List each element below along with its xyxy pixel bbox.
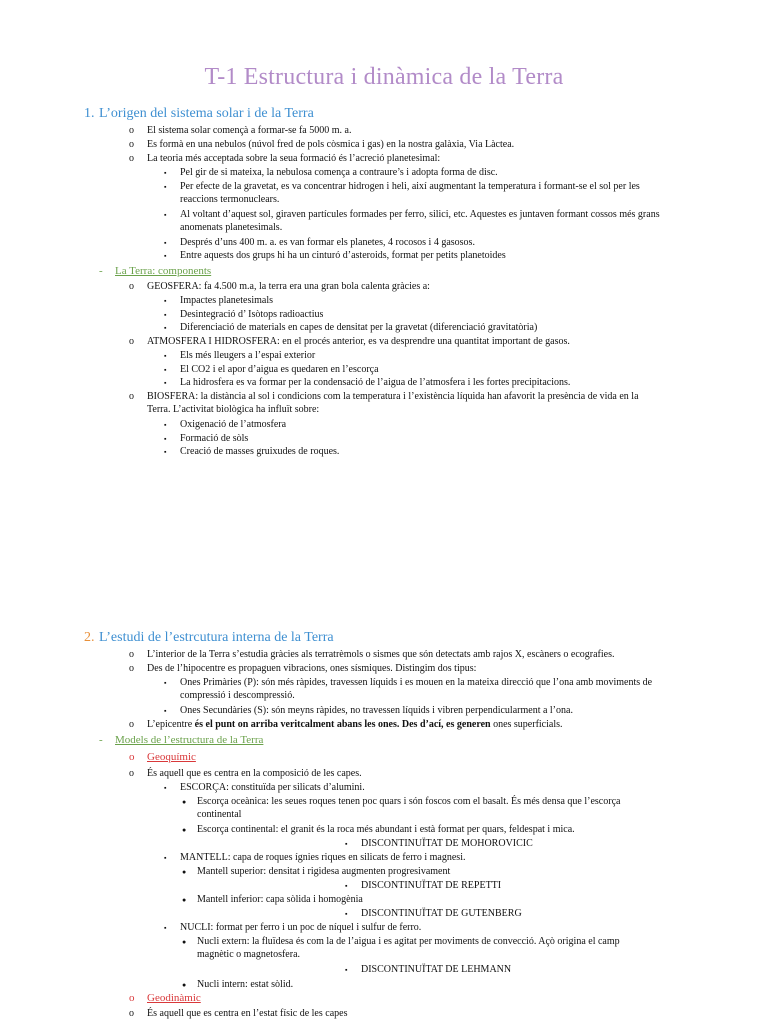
list-item: ATMOSFERA I HIDROSFERA: en el procés anterior, es va desprendre una quantitat important de gasos. bbox=[147, 336, 570, 347]
list-item-continuation: continental bbox=[197, 809, 242, 820]
dot-bullet-icon: ● bbox=[182, 826, 187, 834]
list-item: Diferenciació de materials en capes de densitat per la gravetat (diferenciació gravitatòria) bbox=[180, 322, 538, 333]
list-item: És aquell que es centra en la composició de les capes. bbox=[147, 768, 362, 779]
list-item: Mantell inferior: capa sòlida i homogènia bbox=[197, 894, 363, 905]
dot-bullet-icon: ● bbox=[182, 868, 187, 876]
square-bullet-icon: ▪ bbox=[164, 311, 167, 319]
list-item: BIOSFERA: la distància al sol i condicions com la temperatura i l’existència líquida han afavorit la presència de vida en la bbox=[147, 391, 639, 402]
square-bullet-icon: ▪ bbox=[345, 882, 348, 890]
ring-bullet-icon: o bbox=[129, 153, 134, 164]
list-item: El sistema solar començà a formar-se fa 5000 m. a. bbox=[147, 125, 352, 136]
list-item: Els més lleugers a l’espai exterior bbox=[180, 350, 316, 361]
ring-bullet-icon: o bbox=[129, 751, 135, 763]
list-item: ESCORÇA: constituïda per silicats d’alumini. bbox=[180, 782, 365, 793]
list-item: Nucli intern: estat sòlid. bbox=[197, 979, 294, 990]
list-item: Escorça continental: el granit és la roca més abundant i està format per quars, feldespat i mica. bbox=[197, 824, 575, 835]
square-bullet-icon: ▪ bbox=[164, 854, 167, 862]
dot-bullet-icon: ● bbox=[182, 896, 187, 904]
square-bullet-icon: ▪ bbox=[164, 679, 167, 687]
model-heading-geodinamic: Geodinàmic bbox=[147, 992, 201, 1004]
ring-bullet-icon: o bbox=[129, 1008, 134, 1019]
ring-bullet-icon: o bbox=[129, 281, 134, 292]
discontinuity-label: DISCONTINUÏTAT DE LEHMANN bbox=[361, 964, 512, 975]
list-item: L’interior de la Terra s’estudia gràcies als terratrèmols o sismes que són detectats amb rajos X, escàners o ecografies. bbox=[147, 649, 615, 660]
list-item: Ones Secundàries (S): són meyns ràpides, no travessen líquids i vibren perpendicularment a l’ona. bbox=[180, 705, 573, 716]
list-item: La hidrosfera es va formar per la condensació de l’aigua de l’atmosfera i les fortes precipitacions. bbox=[180, 377, 571, 388]
ring-bullet-icon: o bbox=[129, 649, 134, 660]
square-bullet-icon: ▪ bbox=[164, 324, 167, 332]
square-bullet-icon: ▪ bbox=[345, 910, 348, 918]
square-bullet-icon: ▪ bbox=[164, 448, 167, 456]
ring-bullet-icon: o bbox=[129, 391, 134, 402]
square-bullet-icon: ▪ bbox=[164, 169, 167, 177]
square-bullet-icon: ▪ bbox=[164, 707, 167, 715]
list-item-continuation: reaccions termonuclears. bbox=[180, 194, 280, 205]
square-bullet-icon: ▪ bbox=[164, 297, 167, 305]
square-bullet-icon: ▪ bbox=[164, 352, 167, 360]
ring-bullet-icon: o bbox=[129, 768, 134, 779]
ring-bullet-icon: o bbox=[129, 663, 134, 674]
square-bullet-icon: ▪ bbox=[164, 211, 167, 219]
section-2-heading: L’estudi de l’estrcutura interna de la Terra bbox=[99, 630, 334, 645]
ring-bullet-icon: o bbox=[129, 336, 134, 347]
list-item: Entre aquests dos grups hi ha un cinturó d’asteroids, format per petits planetoides bbox=[180, 250, 506, 261]
subsection-heading: Models de l’estructura de la Terra bbox=[115, 734, 264, 746]
ring-bullet-icon: o bbox=[129, 139, 134, 150]
list-item: Al voltant d’aquest sol, giraven partícules formades per ferro, silici, etc. Aquestes es juntaven formant cossos més grans bbox=[180, 209, 660, 220]
ring-bullet-icon: o bbox=[129, 719, 134, 730]
list-item bbox=[147, 718, 563, 731]
section-2-number: 2. bbox=[84, 630, 95, 645]
epicentre-bold: és el punt on arriba veritcalment abans les ones. Des d’ací, es generen bbox=[194, 719, 491, 730]
list-item: Nucli extern: la fluïdesa és com la de l’aigua i es agitat per moviments de convecció. Açò origina el camp bbox=[197, 936, 620, 947]
list-item: Es formà en una nebulos (núvol fred de pols còsmica i gas) en la nostra galàxia, Via Làctea. bbox=[147, 139, 515, 150]
square-bullet-icon: ▪ bbox=[164, 421, 167, 429]
list-item-continuation: compressió i descompressió. bbox=[180, 690, 295, 701]
list-item: Oxigenació de l’atmosfera bbox=[180, 419, 287, 430]
square-bullet-icon: ▪ bbox=[164, 435, 167, 443]
list-item: Ones Primàries (P): són més ràpides, travessen líquids i es mouen en la mateixa direcció que l’ona amb moviments de bbox=[180, 677, 653, 688]
square-bullet-icon: ▪ bbox=[164, 366, 167, 374]
list-item: És aquell que es centra en l’estat físic de les capes bbox=[147, 1008, 348, 1019]
ring-bullet-icon: o bbox=[129, 992, 135, 1004]
square-bullet-icon: ▪ bbox=[164, 239, 167, 247]
dot-bullet-icon: ● bbox=[182, 981, 187, 989]
list-item: NUCLI: format per ferro i un poc de níquel i sulfur de ferro. bbox=[180, 922, 422, 933]
square-bullet-icon: ▪ bbox=[345, 966, 348, 974]
list-item: Creació de masses gruixudes de roques. bbox=[180, 446, 340, 457]
list-item: Formació de sòls bbox=[180, 433, 249, 444]
model-heading-geoquimic: Geoquímic bbox=[147, 751, 196, 763]
epicentre-prefix: L’epicentre bbox=[147, 719, 195, 730]
list-item: La teoria més acceptada sobre la seua formació és l’acreció planetesimal: bbox=[147, 153, 441, 164]
list-item-continuation: Terra. L’activitat biològica ha influït sobre: bbox=[147, 404, 320, 415]
square-bullet-icon: ▪ bbox=[164, 252, 167, 260]
list-item: Mantell superior: densitat i rigidesa augmenten progresivament bbox=[197, 866, 451, 877]
page-title: T-1 Estructura i dinàmica de la Terra bbox=[204, 64, 564, 90]
list-item: Impactes planetesimals bbox=[180, 295, 274, 306]
ring-bullet-icon: o bbox=[129, 125, 134, 136]
dot-bullet-icon: ● bbox=[182, 938, 187, 946]
square-bullet-icon: ▪ bbox=[164, 183, 167, 191]
section-1-heading: L’origen del sistema solar i de la Terra bbox=[99, 106, 314, 121]
list-item: El CO2 i el apor d’aigua es quedaren en l’escorça bbox=[180, 364, 379, 375]
list-item-continuation: magnètic o magnetosfera. bbox=[197, 949, 301, 960]
square-bullet-icon: ▪ bbox=[164, 379, 167, 387]
list-item: Després d’uns 400 m. a. es van formar els planetes, 4 rocosos i 4 gasosos. bbox=[180, 237, 475, 248]
square-bullet-icon: ▪ bbox=[164, 924, 167, 932]
list-item-continuation: anomenats planetesimals. bbox=[180, 222, 283, 233]
square-bullet-icon: ▪ bbox=[164, 784, 167, 792]
dash-bullet-icon: - bbox=[99, 265, 103, 277]
dot-bullet-icon: ● bbox=[182, 798, 187, 806]
discontinuity-label: DISCONTINUÏTAT DE GUTENBERG bbox=[361, 908, 522, 919]
dash-bullet-icon: - bbox=[99, 734, 103, 746]
list-item: Des de l’hipocentre es propaguen vibracions, ones sísmiques. Distingim dos tipus: bbox=[147, 663, 477, 674]
square-bullet-icon: ▪ bbox=[345, 840, 348, 848]
list-item: Desintegració d’ Isòtops radioactius bbox=[180, 309, 324, 320]
list-item: MANTELL: capa de roques ígnies riques en silicats de ferro i magnesi. bbox=[180, 852, 466, 863]
discontinuity-label: DISCONTINUÏTAT DE REPETTI bbox=[361, 880, 502, 891]
subsection-heading: La Terra: components bbox=[115, 265, 212, 277]
list-item: Pel gir de si mateixa, la nebulosa comença a contraure’s i adopta forma de disc. bbox=[180, 167, 498, 178]
section-1-number: 1. bbox=[84, 106, 95, 121]
list-item: GEOSFERA: fa 4.500 m.a, la terra era una gran bola calenta gràcies a: bbox=[147, 281, 430, 292]
list-item: Escorça oceànica: les seues roques tenen poc quars i són foscos com el basalt. És més densa que l’escorça bbox=[197, 796, 621, 807]
list-item: Per efecte de la gravetat, es va concentrar hidrogen i heli, així augmentant la temperatura i formant-se el sol per les bbox=[180, 181, 640, 192]
discontinuity-label: DISCONTINUÏTAT DE MOHOROVICIC bbox=[361, 838, 533, 849]
epicentre-suffix: ones superficials. bbox=[490, 719, 563, 730]
